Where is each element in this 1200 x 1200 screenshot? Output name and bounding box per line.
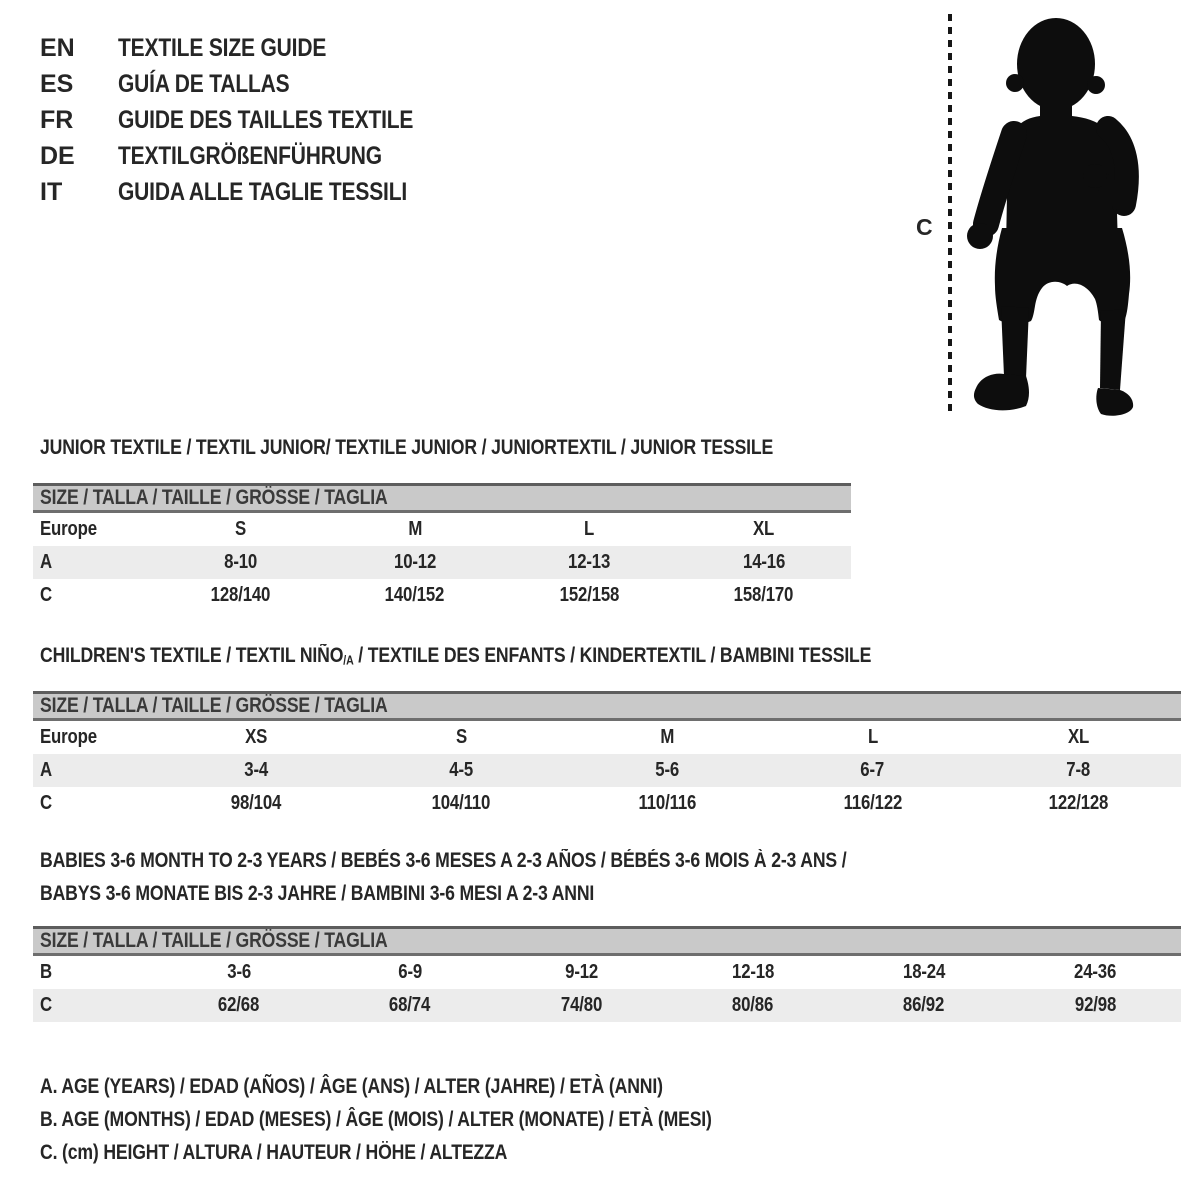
lang-row-de [40,138,470,174]
value-cell: 152/158 [559,584,620,606]
lang-code: EN [40,33,75,62]
row-label: C [40,994,52,1016]
lang-row-fr [40,102,470,138]
value-cell: 80/86 [732,994,774,1016]
children-size-bar: SIZE / TALLA / TAILLE / GRÖSSE / TAGLIA [33,691,1181,721]
value-cell: 12-13 [568,551,611,573]
value-cell: 122/128 [1048,792,1108,814]
size-cell: L [584,518,595,540]
size-cell: M [660,726,674,748]
title-text: / TEXTILE DES ENFANTS / KINDERTEXTIL / BAMBINI TESSILE [353,644,872,667]
value-cell: 68/74 [389,994,431,1016]
value-cell: 104/110 [432,792,491,814]
babies-section-title-line2: BABYS 3-6 MONATE BIS 2-3 JAHRE / BAMBINI 3-6 MESI A 2-3 ANNI [40,882,595,905]
junior-height-row [33,579,851,612]
babies-height-row [33,989,1181,1022]
junior-section-title: JUNIOR TEXTILE / TEXTIL JUNIOR/ TEXTILE JUNIOR / JUNIORTEXTIL / JUNIOR TESSILE [40,436,774,459]
value-cell: 9-12 [564,961,598,983]
size-cell: XL [753,518,775,540]
value-cell: 74/80 [560,994,602,1016]
value-cell: 140/152 [384,584,445,606]
value-cell: 4-5 [449,759,474,781]
value-cell: 12-18 [731,961,774,983]
babies-section-title-line1: BABIES 3-6 MONTH TO 2-3 YEARS / BEBÉS 3-6 MESES A 2-3 AÑOS / BÉBÉS 3-6 MOIS À 2-3 ANS / [40,849,847,872]
value-cell: 92/98 [1074,994,1116,1016]
value-cell: 98/104 [230,792,281,814]
value-cell: 3-6 [226,961,251,983]
junior-header-row [33,513,851,546]
lang-row-es [40,66,470,102]
value-cell: 6-7 [860,759,885,781]
toddler-silhouette-icon [958,16,1140,420]
babies-months-row [33,956,1181,989]
value-cell: 5-6 [655,759,679,781]
babies-size-bar: SIZE / TALLA / TAILLE / GRÖSSE / TAGLIA [33,926,1181,956]
region-label: Europe [40,518,97,540]
size-cell: S [455,726,467,748]
height-measure-label-c: C [916,214,933,240]
legend-line-c: C. (cm) HEIGHT / ALTURA / HAUTEUR / HÖHE / ALTEZZA [40,1140,508,1164]
value-cell: 8-10 [223,551,257,573]
lang-title: GUIDE DES TAILLES TEXTILE [118,105,414,134]
value-cell: 116/122 [843,792,902,814]
junior-size-table [33,483,851,612]
junior-size-bar: SIZE / TALLA / TAILLE / GRÖSSE / TAGLIA [33,483,851,513]
title-text: CHILDREN'S TEXTILE / TEXTIL NIÑO [40,644,344,667]
children-section-title [40,644,1030,672]
value-cell: 62/68 [218,994,260,1016]
value-cell: 18-24 [902,961,946,983]
lang-code: FR [40,105,74,134]
row-label: C [40,584,52,606]
height-dashed-line [948,14,952,416]
junior-age-row [33,546,851,579]
lang-row-it [40,174,470,210]
legend-line-a: A. AGE (YEARS) / EDAD (AÑOS) / ÂGE (ANS) / ALTER (JAHRE) / ETÀ (ANNI) [40,1074,663,1098]
lang-code: DE [40,141,75,170]
lang-title: TEXTILE SIZE GUIDE [118,33,327,62]
value-cell: 14-16 [742,551,785,573]
row-label: B [40,961,52,983]
size-cell: XS [244,726,267,748]
lang-title: TEXTILGRÖßENFÜHRUNG [118,141,382,170]
value-cell: 24-36 [1074,961,1117,983]
size-cell: M [407,518,422,540]
lang-code: ES [40,69,74,98]
row-label: A [40,759,52,781]
measurement-legend [40,1070,840,1169]
size-cell: L [867,726,878,748]
region-label: Europe [40,726,97,748]
lang-code: IT [40,177,63,206]
row-label: C [40,792,52,814]
size-cell: S [234,518,246,540]
value-cell: 110/116 [638,792,696,814]
value-cell: 6-9 [398,961,422,983]
lang-title: GUIDA ALLE TAGLIE TESSILI [118,177,408,206]
row-label: A [40,551,52,573]
language-title-list [40,30,470,210]
value-cell: 158/170 [733,584,794,606]
legend-line-b: B. AGE (MONTHS) / EDAD (MESES) / ÂGE (MOIS) / ALTER (MONATE) / ETÀ (MESI) [40,1107,712,1131]
size-cell: XL [1067,726,1089,748]
value-cell: 7-8 [1066,759,1091,781]
value-cell: 3-4 [243,759,268,781]
lang-title: GUÍA DE TALLAS [118,69,290,98]
value-cell: 86/92 [903,994,945,1016]
children-height-row [33,787,1181,820]
lang-row-en [40,30,470,66]
children-header-row [33,721,1181,754]
children-size-table [33,691,1181,820]
value-cell: 10-12 [393,551,436,573]
value-cell: 128/140 [210,584,271,606]
title-subscript: /A [343,653,354,668]
babies-size-table [33,926,1181,1022]
children-age-row [33,754,1181,787]
